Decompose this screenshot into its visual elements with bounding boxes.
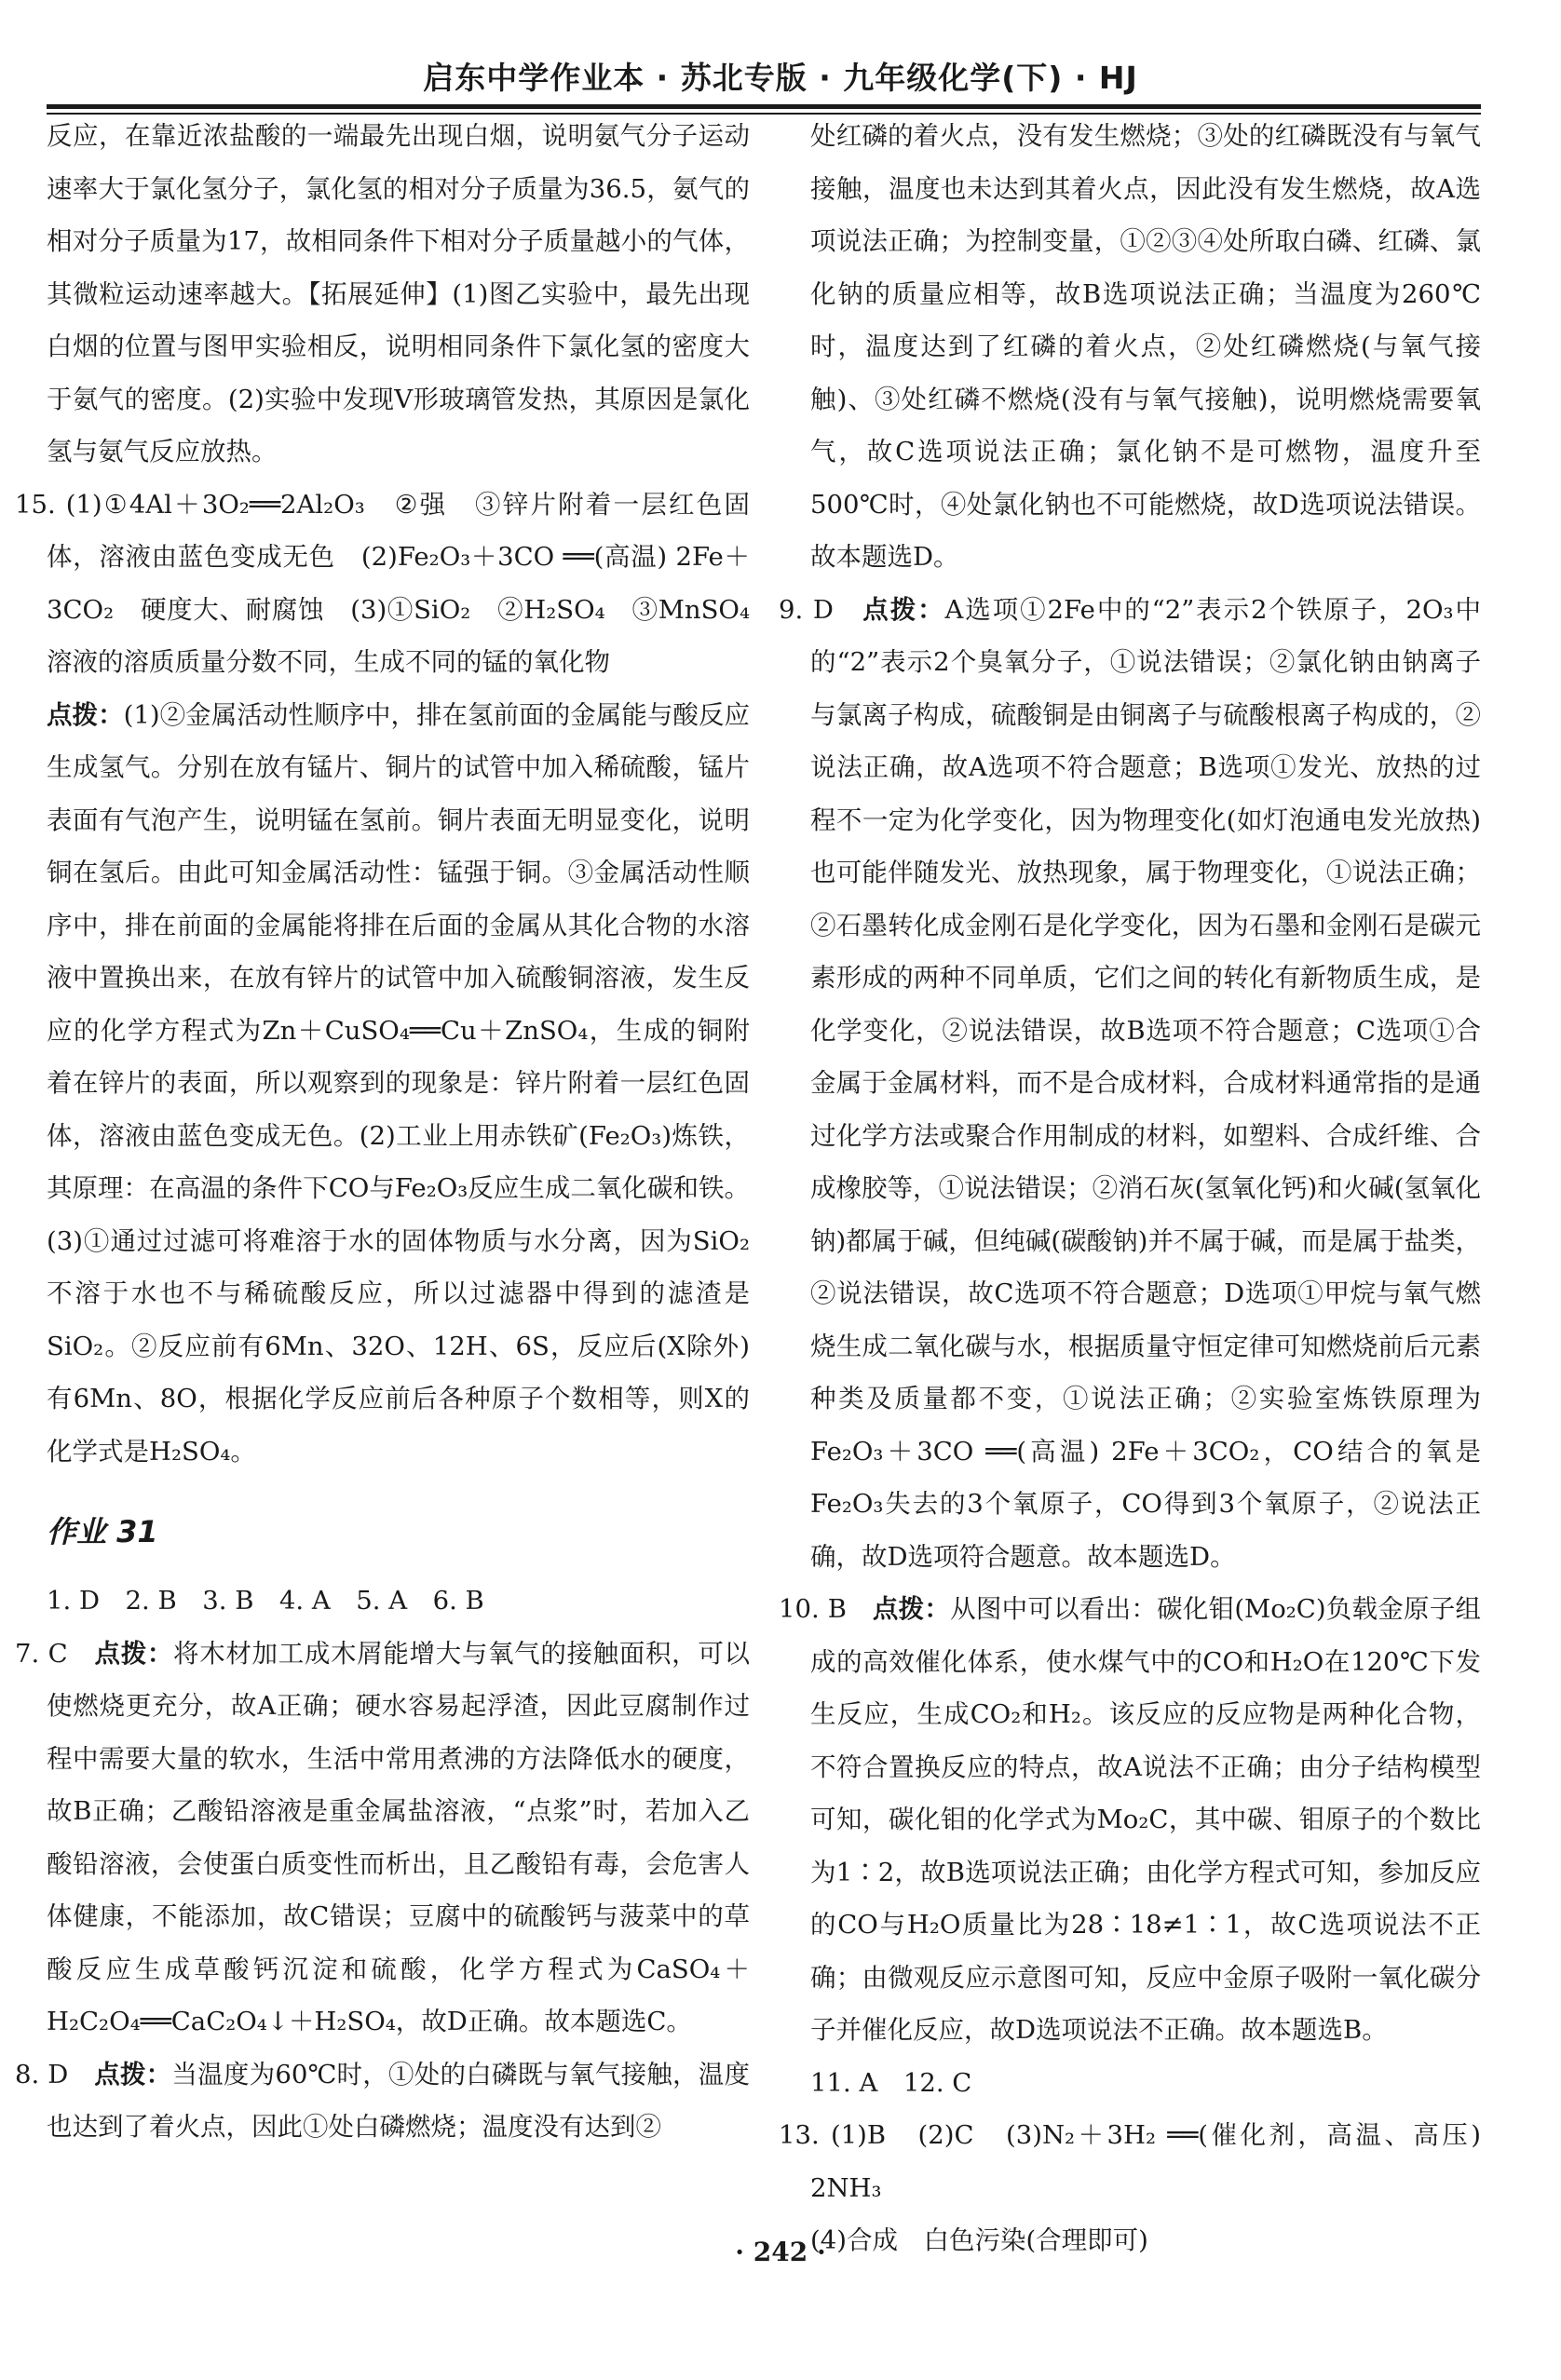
tip-label: 点拨： xyxy=(94,1638,174,1669)
answers-1-6: 1. D 2. B 3. B 4. A 5. A 6. B xyxy=(47,1586,484,1616)
q15-tip xyxy=(47,689,750,1479)
tip-label: 点拨： xyxy=(862,594,945,625)
q10-answer xyxy=(779,1583,1482,2057)
tip-text: 将木材加工成木屑能增大与氧气的接触面积，可以使燃烧更充分，故A正确；硬水容易起浮渣，因此豆腐制作过程中需要大量的软水，生活中常用煮沸的方法降低水的硬度，故B正确；乙酸铅溶液是重金属盐溶液，“点浆”时，若加入乙酸铅溶液，会使蛋白质变性而析出，且乙酸铅有毒，会危害人体健康，不能添加，故C错误；豆腐中的硫酸钙与菠菜中的草酸反应生成草酸钙沉淀和硫酸，化学方程式为CaSO₄＋H₂C₂O₄══CaC₂O₄↓＋H₂SO₄，故D正确。故本题选C。 xyxy=(47,1638,751,2036)
q13-answer: 13. (1)B (2)C (3)N₂＋3H₂ ══(催化剂，高温、高压) 2NH₃ xyxy=(779,2120,1481,2203)
tip-text: 从图中可以看出：碳化钼(Mo₂C)负载金原子组成的高效催化体系，使水煤气中的CO和H₂O在120℃下发生反应，生成CO₂和H₂。该反应的反应物是两种化合物，不符合置换反应的特点，故A说法不正确；由分子结构模型可知，碳化钼的化学式为Mo₂C，其中碳、钼原子的个数比为1∶2，故B选项说法正确；由化学方程式可知，参加反应的CO与H₂O质量比为28∶18≠1∶1，故C选项说法不正确；由微观反应示意图可知，反应中金原子吸附一氧化碳分子并催化反应，故D选项说法不正确。故本题选B。 xyxy=(810,1594,1482,2045)
q8-continued: 处红磷的着火点，没有发生燃烧；③处的红磷既没有与氧气接触，温度也未达到其着火点，因此没有发生燃烧，故A选项说法正确；为控制变量，①②③④处所取白磷、红磷、氯化钠的质量应相等，故B选项说法正确；当温度为260℃时，温度达到了红磷的着火点，②处红磷燃烧(与氧气接触)、③处红磷不燃烧(没有与氧气接触)，说明燃烧需要氧气，故C选项说法正确；氯化钠不是可燃物，温度升至500℃时，④处氯化钠也不可能燃烧，故D选项说法错误。故本题选D。 xyxy=(810,121,1481,572)
q8-head: 8. D xyxy=(15,2059,95,2089)
continued-explanation: 反应，在靠近浓盐酸的一端最先出现白烟，说明氨气分子运动速率大于氯化氢分子，氯化氢的相对分子质量为36.5，氨气的相对分子质量为17，故相同条件下相对分子质量越小的气体，其微粒运动速率越大。【拓展延伸】(1)图乙实验中，最先出现白烟的位置与图甲实验相反，说明相同条件下氯化氢的密度大于氨气的密度。(2)实验中发现V形玻璃管发热，其原因是氯化氢与氨气反应放热。 xyxy=(47,121,750,467)
left-column xyxy=(15,110,751,2154)
tip-label: 点拨： xyxy=(47,699,124,730)
q7-head: 7. C xyxy=(15,1638,95,1669)
header-rule-thick xyxy=(47,104,1481,109)
q8-answer xyxy=(15,2049,751,2154)
q9-head: 9. D xyxy=(779,594,863,625)
tip-text: A选项①2Fe中的“2”表示2个铁原子，2O₃中的“2”表示2个臭氧分子，①说法错误；②氯化钠由钠离子与氯离子构成，硫酸铜是由铜离子与硫酸根离子构成的，②说法正确，故A选项不符合题意；B选项①发光、放热的过程不一定为化学变化，因为物理变化(如灯泡通电发光放热)也可能伴随发光、放热现象，属于物理变化，①说法正确；②石墨转化成金刚石是化学变化，因为石墨和金刚石是碳元素形成的两种不同单质，它们之间的转化有新物质生成，是化学变化，②说法错误，故B选项不符合题意；C选项①合金属于金属材料，而不是合成材料，合成材料通常指的是通过化学方法或聚合作用制成的材料，如塑料、合成纤维、合成橡胶等，①说法错误；②消石灰(氢氧化钙)和火碱(氢氧化钠)都属于碱，但纯碱(碳酸钠)并不属于碱，而是属于盐类，②说法错误，故C选项不符合题意；D选项①甲烷与氧气燃烧生成二氧化碳与水，根据质量守恒定律可知燃烧前后元素种类及质量都不变，①说法正确；②实验室炼铁原理为Fe₂O₃＋3CO ══(高温) 2Fe＋3CO₂，CO结合的氧是Fe₂O₃失去的3个氧原子，CO得到3个氧原子，②说法正确，故D选项符合题意。故本题选D。 xyxy=(810,594,1481,1572)
tip-text: (1)②金属活动性顺序中，排在氢前面的金属能与酸反应生成氢气。分别在放有锰片、铜片的试管中加入稀硫酸，锰片表面有气泡产生，说明锰在氢前。铜片表面无明显变化，说明铜在氢后。由此可知金属活动性：锰强于铜。③金属活动性顺序中，排在前面的金属能将排在后面的金属从其化合物的水溶液中置换出来，在放有锌片的试管中加入硫酸铜溶液，发生反应的化学方程式为Zn＋CuSO₄══Cu＋ZnSO₄，生成的铜附着在锌片的表面，所以观察到的现象是：锌片附着一层红色固体，溶液由蓝色变成无色。(2)工业上用赤铁矿(Fe₂O₃)炼铁，其原理：在高温的条件下CO与Fe₂O₃反应生成二氧化碳和铁。(3)①通过过滤可将难溶于水的固体物质与水分离，因为SiO₂不溶于水也不与稀硫酸反应，所以过滤器中得到的滤渣是SiO₂。②反应前有6Mn、32O、12H、6S，反应后(X除外)有6Mn、8O，根据化学反应前后各种原子个数相等，则X的化学式是H₂SO₄。 xyxy=(47,699,751,1467)
answers-11-12: 11. A 12. C xyxy=(810,2067,972,2098)
tip-text: 当温度为60℃时，①处的白磷既与氧气接触，温度也达到了着火点，因此①处白磷燃烧；温度没有达到② xyxy=(47,2059,751,2142)
page-header: 启东中学作业本 · 苏北专版 · 九年级化学(下) · HJ xyxy=(423,60,1138,96)
q7-answer xyxy=(15,1628,751,2049)
q9-answer xyxy=(779,584,1481,1584)
tip-label: 点拨： xyxy=(94,2059,172,2089)
q13-answer-part4: (4)合成 白色污染(合理即可) xyxy=(810,2225,1148,2255)
section-title: 作业 31 xyxy=(47,1514,158,1549)
tip-label: 点拨： xyxy=(872,1594,951,1624)
q15-answer: 15. (1)①4Al＋3O₂══2Al₂O₃ ②强 ③锌片附着一层红色固体，溶液由蓝色变成无色 (2)Fe₂O₃＋3CO ══(高温) 2Fe＋3CO₂ 硬度大、耐腐蚀 (3)①SiO₂ ②H₂SO₄ ③MnSO₄溶液的溶质质量分数不同，生成不同的锰的氧化物 xyxy=(15,489,750,677)
q10-head: 10. B xyxy=(779,1594,873,1624)
page-number: · 242 · xyxy=(735,2237,826,2267)
